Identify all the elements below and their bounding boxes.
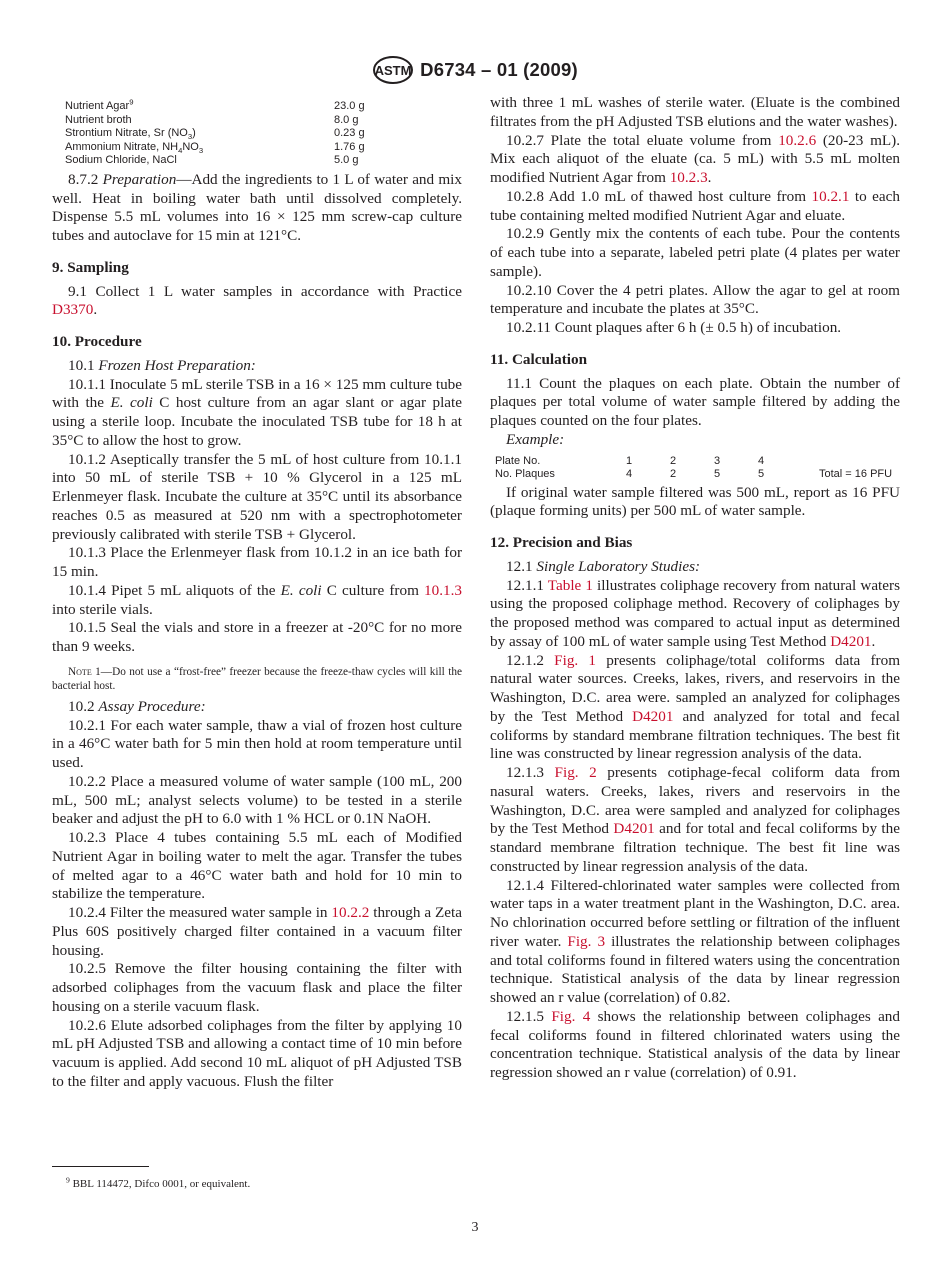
paragraph bbox=[52, 582, 462, 620]
footnote-ref: 9 bbox=[129, 97, 134, 107]
section-heading bbox=[52, 333, 462, 352]
example-value: 4 bbox=[626, 468, 633, 481]
text-run: . bbox=[93, 301, 98, 319]
section-heading bbox=[52, 259, 462, 278]
example-value: 3 bbox=[714, 454, 721, 467]
text-run: to each tube containing melted modified Nutrient Agar and eluate. bbox=[490, 187, 900, 224]
ingredient-row bbox=[65, 154, 462, 168]
standard-designation: D6734 – 01 (2009) bbox=[420, 59, 578, 80]
ingredient-label-cont: NO bbox=[182, 140, 199, 153]
amount: 5.0 g bbox=[334, 154, 359, 167]
example-row-label: Plate No. bbox=[495, 454, 541, 467]
cross-reference-link[interactable]: D4201 bbox=[830, 632, 872, 650]
text-run: shows the relationship between coliphages and fecal coliforms found in filtered chlorinated waters using the concentration technique. Statistical analysis of the data by linear regression showed an r value (correlation) of 0.91. bbox=[490, 1007, 900, 1082]
ingredient-amount bbox=[334, 154, 462, 168]
text-run: illustrates the relationship between coliphages and total coliforms found in filtered waters using the concentration technique. Statistical analysis of the data by linear regression showed an r value (correlation) of 0.82. bbox=[490, 932, 900, 1007]
page-header bbox=[0, 55, 950, 85]
amount: 23.0 g bbox=[334, 100, 365, 112]
text-run: with three 1 mL washes of sterile water. (Eluate is the combined filtrates from the pH Adjusted TSB elutions and the water washes). bbox=[490, 94, 900, 130]
text-run: 11. Calculation bbox=[490, 350, 588, 368]
example-row bbox=[495, 468, 892, 482]
page-number: 3 bbox=[471, 1220, 479, 1235]
text-run: 10.1.1 Inoculate 5 mL sterile TSB in a 16 × 125 mm culture tube with the bbox=[52, 375, 462, 412]
ingredient-name bbox=[65, 141, 334, 155]
text-run: 8.7.2 bbox=[68, 170, 103, 188]
cross-reference-link[interactable]: 10.2.2 bbox=[331, 904, 370, 922]
paragraph bbox=[490, 558, 900, 577]
text-run: Assay Procedure: bbox=[98, 697, 206, 715]
example-total: Total = 16 PFU bbox=[819, 468, 893, 481]
text-run: 10.2.5 Remove the filter housing containing the filter with adsorbed coliphages from the vacuum flask and place the filter housing on a sterile vacuum flask. bbox=[52, 960, 462, 1015]
ingredient-label: Sodium Chloride, NaCl bbox=[65, 154, 177, 167]
text-run: 9.1 Collect 1 L water samples in accordance with Practice bbox=[68, 282, 462, 300]
text-run: 10. Procedure bbox=[52, 333, 142, 351]
text-run: 11.1 Count the plaques on each plate. Obtain the number of plaques per total volume of water sample filtered by adding the plaques counted on the four plates. bbox=[490, 374, 900, 429]
ingredient-name bbox=[65, 114, 334, 128]
text-run: Preparation bbox=[102, 170, 177, 188]
text-run: and analyzed for total and fecal coliforms by standard membrane filtration techniques. The best fit line was constructed by linear regression analysis of the data. bbox=[490, 707, 900, 763]
ingredient-amount bbox=[334, 114, 462, 128]
cross-reference-link[interactable]: Table 1 bbox=[547, 576, 593, 594]
paragraph bbox=[490, 652, 900, 765]
text-run: presents coliphage/total coliforms data from natural water sources. Creeks, lakes, rivers, and reservoirs in the Washington, D.C. area were. sampled an analyzed for coliphages by the Test Method bbox=[490, 651, 901, 725]
text-run: (20-23 mL). Mix each aliquot of the eluate (ca. 5 mL) with 5.5 mL molten modified Nutrient Agar from bbox=[490, 131, 901, 186]
text-run: Example: bbox=[506, 430, 565, 448]
text-run: Single Laboratory Studies: bbox=[536, 557, 701, 575]
paragraph bbox=[490, 577, 900, 652]
astm-logo-icon bbox=[372, 55, 414, 85]
text-run: 12.1.1 bbox=[506, 576, 548, 594]
amount: 0.23 g bbox=[334, 127, 365, 140]
paragraph bbox=[490, 484, 900, 522]
text-run: 10.1 bbox=[68, 356, 99, 374]
text-run: E. coli bbox=[110, 394, 153, 412]
text-run: Frozen Host Preparation: bbox=[98, 356, 256, 374]
text-run: . bbox=[707, 169, 712, 186]
subscript: 3 bbox=[198, 145, 204, 155]
example-row bbox=[495, 455, 892, 469]
text-run: 12.1.2 bbox=[506, 651, 555, 669]
paragraph bbox=[490, 319, 900, 338]
cross-reference-link[interactable]: 10.2.3 bbox=[669, 169, 708, 186]
text-run: . bbox=[871, 632, 876, 650]
ingredient-row bbox=[65, 127, 462, 141]
paragraph bbox=[490, 1008, 900, 1083]
text-run: Note 1 bbox=[68, 665, 101, 678]
footnote-mark: 9 bbox=[66, 1175, 70, 1185]
example-value: 5 bbox=[714, 468, 721, 481]
text-run: 10.1.3 Place the Erlenmeyer flask from 10.1.2 in an ice bath for 15 min. bbox=[52, 544, 462, 581]
paragraph bbox=[52, 376, 462, 451]
footnote-text: BBL 114472, Difco 0001, or equivalent. bbox=[69, 1178, 251, 1190]
text-run: 10.2.8 Add 1.0 mL of thawed host culture from bbox=[506, 187, 812, 205]
amount: 1.76 g bbox=[334, 140, 365, 153]
text-run: 10.2.7 Plate the total eluate volume from bbox=[506, 131, 779, 149]
subscript: 4 bbox=[178, 145, 183, 155]
text-run: through a Zeta Plus 60S positively charged filter contained in a vacuum filter housing. bbox=[52, 904, 462, 959]
text-run: —Do not use a “frost-free” freezer because the freeze-thaw cycles will kill the bacterial host. bbox=[52, 665, 462, 692]
ingredient-name bbox=[65, 97, 334, 114]
paragraph bbox=[52, 773, 462, 829]
ingredient-amount bbox=[334, 127, 462, 141]
cross-reference-link[interactable]: D3370 bbox=[52, 301, 94, 319]
example-value: 5 bbox=[758, 468, 765, 481]
paragraph bbox=[52, 698, 462, 717]
example-table bbox=[495, 455, 892, 482]
text-run: 10.2.1 For each water sample, thaw a vial of frozen host culture in a 46°C water bath for 5 min then hold at room temperature until used. bbox=[52, 716, 462, 772]
paragraph bbox=[490, 188, 900, 226]
paragraph bbox=[490, 764, 900, 877]
text-run: and for total and fecal coliforms by the standard membrane filtration technique. The best fit line was constructed by linear regression analysis of the data. bbox=[490, 820, 900, 875]
text-run: —Add the ingredients to 1 L of water and mix well. Heat in boiling water bath until dissolved completely. Dispense 5.5 mL volumes into 16 × 125 mm screw-cap culture tubes and autoclave for 15 min at 121°C. bbox=[52, 170, 462, 245]
text-run: 10.2.4 Filter the measured water sample in bbox=[68, 904, 332, 922]
text-run: 10.2.11 Count plaques after 6 h (± 0.5 h) of incubation. bbox=[506, 319, 842, 336]
paragraph bbox=[490, 225, 900, 281]
paragraph bbox=[490, 94, 900, 132]
ingredient-label-cont: ) bbox=[192, 127, 196, 140]
paragraph bbox=[52, 619, 462, 657]
cross-reference-link[interactable]: 10.2.6 bbox=[778, 131, 817, 149]
footnote-divider bbox=[52, 1166, 149, 1167]
paragraph bbox=[490, 132, 900, 188]
paragraph bbox=[52, 960, 462, 1016]
cross-reference-link[interactable]: 10.1.3 bbox=[424, 581, 462, 599]
text-run: 10.2 bbox=[68, 697, 99, 715]
section-heading bbox=[490, 534, 900, 553]
paragraph bbox=[490, 282, 900, 320]
ingredient-row bbox=[65, 114, 462, 128]
paragraph bbox=[52, 357, 462, 376]
example-value: 1 bbox=[626, 454, 633, 467]
ingredient-row bbox=[65, 141, 462, 155]
section-heading bbox=[490, 351, 900, 370]
text-run: illustrates coliphage recovery from natural waters using the proposed coliphage method. Recovery of coliphages by the proposed method was compared to actual input as determined by assay of 100 mL of water sample using Test Method bbox=[490, 576, 900, 650]
text-run: E. coli bbox=[280, 581, 322, 599]
example-value: 4 bbox=[758, 454, 765, 467]
text-run: 12. Precision and Bias bbox=[490, 534, 633, 552]
text-run: into sterile vials. bbox=[52, 600, 153, 618]
cross-reference-link[interactable]: D4201 bbox=[613, 820, 655, 838]
text-run: C host culture from an agar slant or agar plate using a sterile loop. Incubate the inoculated TSB tube for 18 h at 35°C to allow the host to grow. bbox=[52, 394, 462, 449]
paragraph bbox=[52, 171, 462, 246]
paragraph bbox=[490, 431, 900, 450]
ingredient-label: Ammonium Nitrate, NH bbox=[65, 140, 179, 153]
ingredient-amount bbox=[334, 141, 462, 155]
example-row-label: No. Plaques bbox=[495, 468, 555, 481]
ingredient-row bbox=[65, 100, 462, 114]
text-run: 10.2.9 Gently mix the contents of each tube. Pour the contents of each tube into a separate, labeled petri plate (4 plates per water sample). bbox=[490, 225, 900, 280]
ingredient-amount bbox=[334, 100, 462, 114]
paragraph bbox=[52, 1017, 462, 1092]
paragraph bbox=[52, 829, 462, 904]
paragraph bbox=[52, 544, 462, 582]
example-value: 2 bbox=[670, 454, 677, 467]
paragraph bbox=[52, 717, 462, 773]
text-run: 12.1.3 bbox=[506, 764, 555, 782]
paragraph bbox=[52, 904, 462, 960]
paragraph bbox=[490, 877, 900, 1008]
amount: 8.0 g bbox=[334, 113, 359, 126]
text-run: C culture from bbox=[321, 581, 425, 599]
example-total bbox=[802, 455, 892, 469]
paragraph bbox=[52, 451, 462, 545]
text-run: 10.2.6 Elute adsorbed coliphages from the filter by applying 10 mL pH Adjusted TSB and allowing a contact time of 10 min before vacuum is applied. Add second 10 mL aliquot of pH Adjusted TSB to the filter and apply vacuous. Flush the filter bbox=[52, 1016, 462, 1090]
ingredient-label: Nutrient Agar bbox=[65, 100, 130, 112]
left-column bbox=[52, 94, 462, 1092]
text-run: 10.2.10 Cover the 4 petri plates. Allow the agar to gel at room temperature and incubate the plates at 35°C. bbox=[490, 281, 900, 318]
cross-reference-link[interactable]: Fig. 4 bbox=[551, 1007, 591, 1025]
text-run: If original water sample filtered was 500 mL, report as 16 PFU (plaque forming units) per 500 mL of water sample. bbox=[490, 483, 900, 520]
ingredient-name bbox=[65, 127, 334, 141]
svg-text:ASTM: ASTM bbox=[374, 63, 412, 78]
footnote bbox=[52, 1175, 462, 1190]
text-run: 12.1 bbox=[506, 557, 537, 575]
ingredient-name bbox=[65, 154, 334, 168]
text-run: 9. Sampling bbox=[52, 258, 129, 276]
paragraph bbox=[490, 375, 900, 431]
text-run: 10.2.2 Place a measured volume of water sample (100 mL, 200 mL, 500 mL; analyst selects volume) to be tested in a sterile beaker and adjust the pH to 6.0 with 1 % HCL or 0.1N NaOH. bbox=[52, 772, 462, 828]
ingredient-label: Strontium Nitrate, Sr (NO bbox=[65, 127, 188, 140]
text-run: 10.1.4 Pipet 5 mL aliquots of the bbox=[68, 581, 281, 599]
text-run: 10.1.2 Aseptically transfer the 5 mL of host culture from 10.1.1 into 50 mL of sterile TSB + 10 % Glycerol in a 125 mL Erlenmeyer flask. Incubate the culture at 35°C until its absorbance reaches 0.5 as measured at 520 nm with a spectrophotometer previously calibrated with sterile TSB + Glycerol. bbox=[52, 450, 462, 543]
note bbox=[52, 665, 462, 693]
cross-reference-link[interactable]: 10.2.1 bbox=[811, 187, 850, 205]
subscript: 3 bbox=[187, 132, 193, 142]
paragraph bbox=[52, 283, 462, 321]
text-run: 10.2.3 Place 4 tubes containing 5.5 mL each of Modified Nutrient Agar in boiling water to melt the agar. Transfer the tubes of melted agar to a 46°C water bath and hold for 10 min to stabilize the temperature. bbox=[52, 829, 462, 903]
text-run: 12.1.4 Filtered-chlorinated water samples were collected from water taps in a water treatment plant in the Washington, D.C. area. No chlorination occurred before settling or filtration of the influent river water. bbox=[490, 876, 900, 950]
text-run: presents cotiphage-fecal coliform data from nasural waters. Creeks, lakes, rivers and reservoirs in the Washington, D.C. area were sampled and analyzed for coliphages by the Test Method bbox=[490, 764, 901, 838]
ingredients-table bbox=[65, 97, 462, 168]
cross-reference-link[interactable]: Fig. 3 bbox=[567, 932, 606, 950]
ingredient-label: Nutrient broth bbox=[65, 113, 132, 126]
text-run: 10.1.5 Seal the vials and store in a freezer at -20°C for no more than 9 weeks. bbox=[52, 619, 462, 656]
right-column bbox=[490, 94, 900, 1083]
cross-reference-link[interactable]: D4201 bbox=[632, 707, 674, 725]
cross-reference-link[interactable]: Fig. 1 bbox=[554, 651, 597, 669]
text-run: 12.1.5 bbox=[506, 1007, 552, 1025]
cross-reference-link[interactable]: Fig. 2 bbox=[554, 764, 597, 782]
example-value: 2 bbox=[670, 468, 677, 481]
